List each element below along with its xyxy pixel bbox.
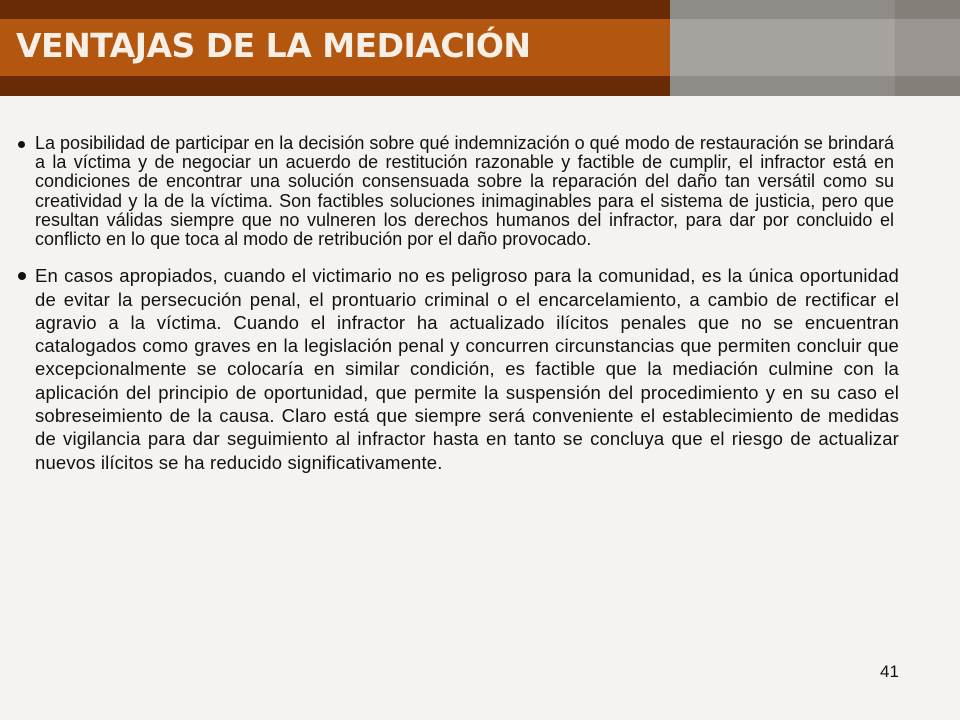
bullet-item — [14, 264, 899, 474]
header-bottom-strip — [0, 76, 670, 96]
bullet-text: En casos apropiados, cuando el victimario no es peligroso para la comunidad, es la única oportunidad de evitar la persecución penal, el prontuario criminal o el encarcelamiento, a cambio de rectificar el agravio a la víctima. Cuando el infractor ha actualizado ilícitos penales que no se encuentran catalogados como graves en la legislación penal y concurren circunstancias que permiten concluir que excepcionalmente se colocaría en similar condición, es factible que la mediación culmine con la aplicación del principio de oportunidad, que permite la suspensión del procedimiento y en su caso el sobreseimiento de la causa. Claro está que siempre será conveniente el establecimiento de medidas de vigilancia para dar seguimiento al infractor hasta en tanto se concluya que el riesgo de actualizar nuevos ilícitos se ha reducido significativamente. — [35, 265, 899, 473]
slide-title: VENTAJAS DE LA MEDIACIÓN — [16, 26, 531, 65]
bullet-list — [14, 133, 899, 474]
bullet-dot-icon — [18, 141, 25, 148]
bullet-dot-icon — [18, 272, 26, 280]
header-top-strip — [0, 0, 670, 19]
header-gray-block-right-inner — [895, 19, 960, 76]
header-banner — [0, 0, 960, 96]
header-gray-block-inner — [670, 19, 895, 76]
bullet-text: La posibilidad de participar en la decisión sobre qué indemnización o qué modo de restauración se brindará a la víctima y de negociar un acuerdo de restitución razonable y factible de cumplir, el infractor está en condiciones de encontrar una solución consensuada sobre la reparación del daño tan versátil como su creatividad y la de la víctima. Son factibles soluciones inimaginables para el sistema de justicia, pero que resultan válidas siempre que no vulneren los derechos humanos del infractor, para dar por concluido el conflicto en lo que toca al modo de retribución por el daño provocado. — [35, 133, 894, 250]
page-number: 41 — [880, 662, 899, 681]
bullet-item — [14, 134, 894, 249]
